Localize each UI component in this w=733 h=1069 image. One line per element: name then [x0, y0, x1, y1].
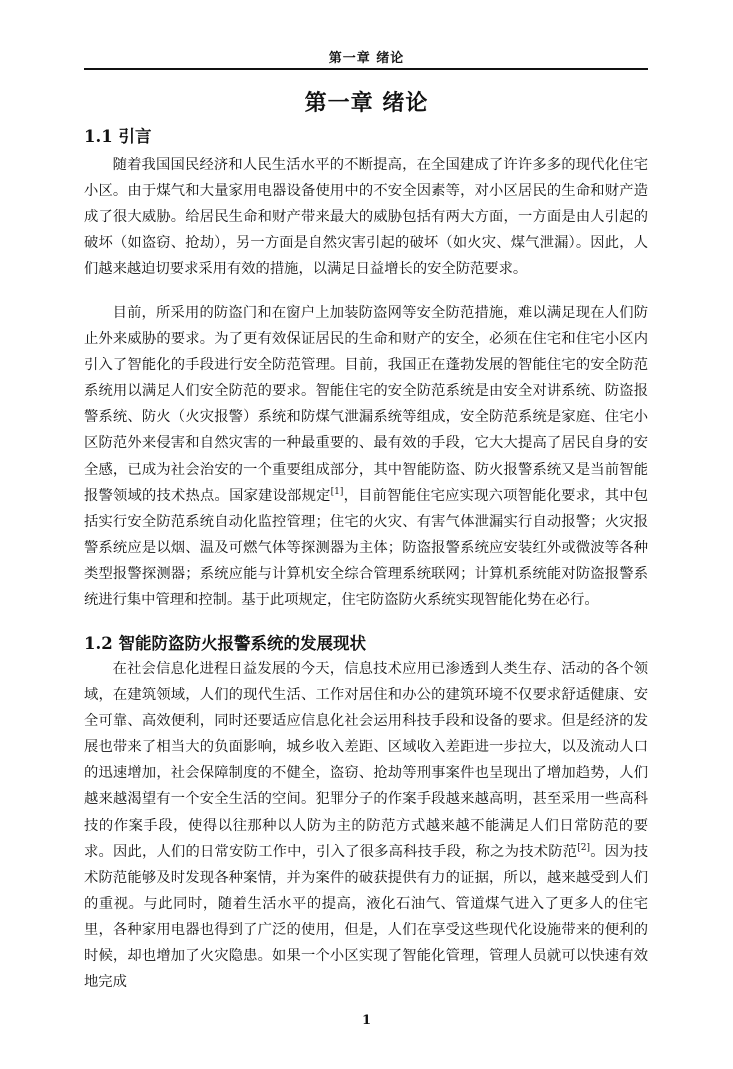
header-rule	[84, 68, 648, 70]
citation-ref: [2]	[577, 842, 590, 853]
paragraph-intro-1: 随着我国国民经济和人民生活水平的不断提高，在全国建成了许许多多的现代化住宅小区。由于煤气和大量家用电器设备使用中的不安全因素等，对小区居民的生命和财产造成了很大威胁。给居民生命和财产带来最大的威胁包括有两大方面，一方面是由人引起的破坏（如盗窃、抢劫），另一方面是自然灾害引起的破坏（如火灾、煤气泄漏）。因此，人们越来越迫切要求采用有效的措施，以满足日益增长的安全防范要求。	[84, 157, 648, 278]
chapter-title: 第一章 绪论	[304, 90, 429, 116]
paragraph-text: 目前，所采用的防盗门和在窗户上加装防盗网等安全防范措施，难以满足现在人们防止外来威胁的要求。为了更有效保证居民的生命和财产的安全，必须在住宅和住宅小区内引入了智能化的手段进行安全防范管理。目前，我国正在蓬勃发展的智能住宅的安全防范系统用以满足人们安全防范的要求。智能住宅的安全防范系统是由安全对讲系统、防盗报警系统、防火（火灾报警）系统和防煤气泄漏系统等组成，安全防范系统是家庭、住宅小区防范外来侵害和自然灾害的一种最重要的、最有效的手段，它大大提高了居民自身的安全感，已成为社会治安的一个重要组成部分，其中智能防盗、防火报警系统又是当前智能报警领域的技术热点。国家建设部规定	[84, 305, 648, 504]
paragraph-text: 在社会信息化进程日益发展的今天，信息技术应用已渗透到人类生存、活动的各个领域，在建筑领域，人们的现代生活、工作对居住和办公的建筑环境不仅要求舒适健康、安全可靠、高效便利，同时还要适应信息化社会运用科技手段和设备的要求。但是经济的发展也带来了相当大的负面影响，城乡收入差距、区域收入差距进一步拉大，以及流动人口的迅速增加，社会保障制度的不健全，盗窃、抢劫等刑事案件也呈现出了增加趋势，人们越来越渴望有一个安全生活的空间。犯罪分子的作案手段越来越高明，甚至采用一些高科技的作案手段，使得以往那种以人防为主的防范方式越来越不能满足人们日常防范的要求。因此，人们的日常安防工作中，引入了很多高科技手段，称之为技术防范	[84, 661, 648, 860]
page-number: 1	[361, 1013, 372, 1028]
running-head: 第一章 绪论	[328, 51, 405, 66]
paragraph-text: 。因为技术防范能够及时发现各种案情，并为案件的破获提供有力的证据，所以，越来越受到人们的重视。与此同时，随着生活水平的提高，液化石油气、管道煤气进入了更多人的住宅里，各种家用电器也得到了广泛的使用，但是，人们在享受这些现代化设施带来的便利的时候，却也增加了火灾隐患。如果一个小区实现了智能化管理，管理人员就可以快速有效地完成	[84, 843, 649, 991]
citation-ref: [1]	[330, 486, 344, 497]
paragraph-intro-2	[84, 300, 648, 613]
paragraph-status-1	[84, 656, 648, 995]
section-heading-1-1: 1.1 引言	[84, 127, 152, 146]
paragraph-text: ，目前智能住宅应实现六项智能化要求，其中包括实行安全防范系统自动化监控管理；住宅的火灾、有害气体泄漏实行自动报警；火灾报警系统应是以烟、温及可燃气体等探测器为主体；防盗报警系统应安装红外或微波等各种类型报警探测器；系统应能与计算机安全综合管理系统联网；计算机系统能对防盗报警系统进行集中管理和控制。基于此项规定，住宅防盗防火系统实现智能化势在必行。	[84, 487, 649, 609]
section-heading-1-2: 1.2 智能防盗防火报警系统的发展现状	[84, 634, 366, 653]
